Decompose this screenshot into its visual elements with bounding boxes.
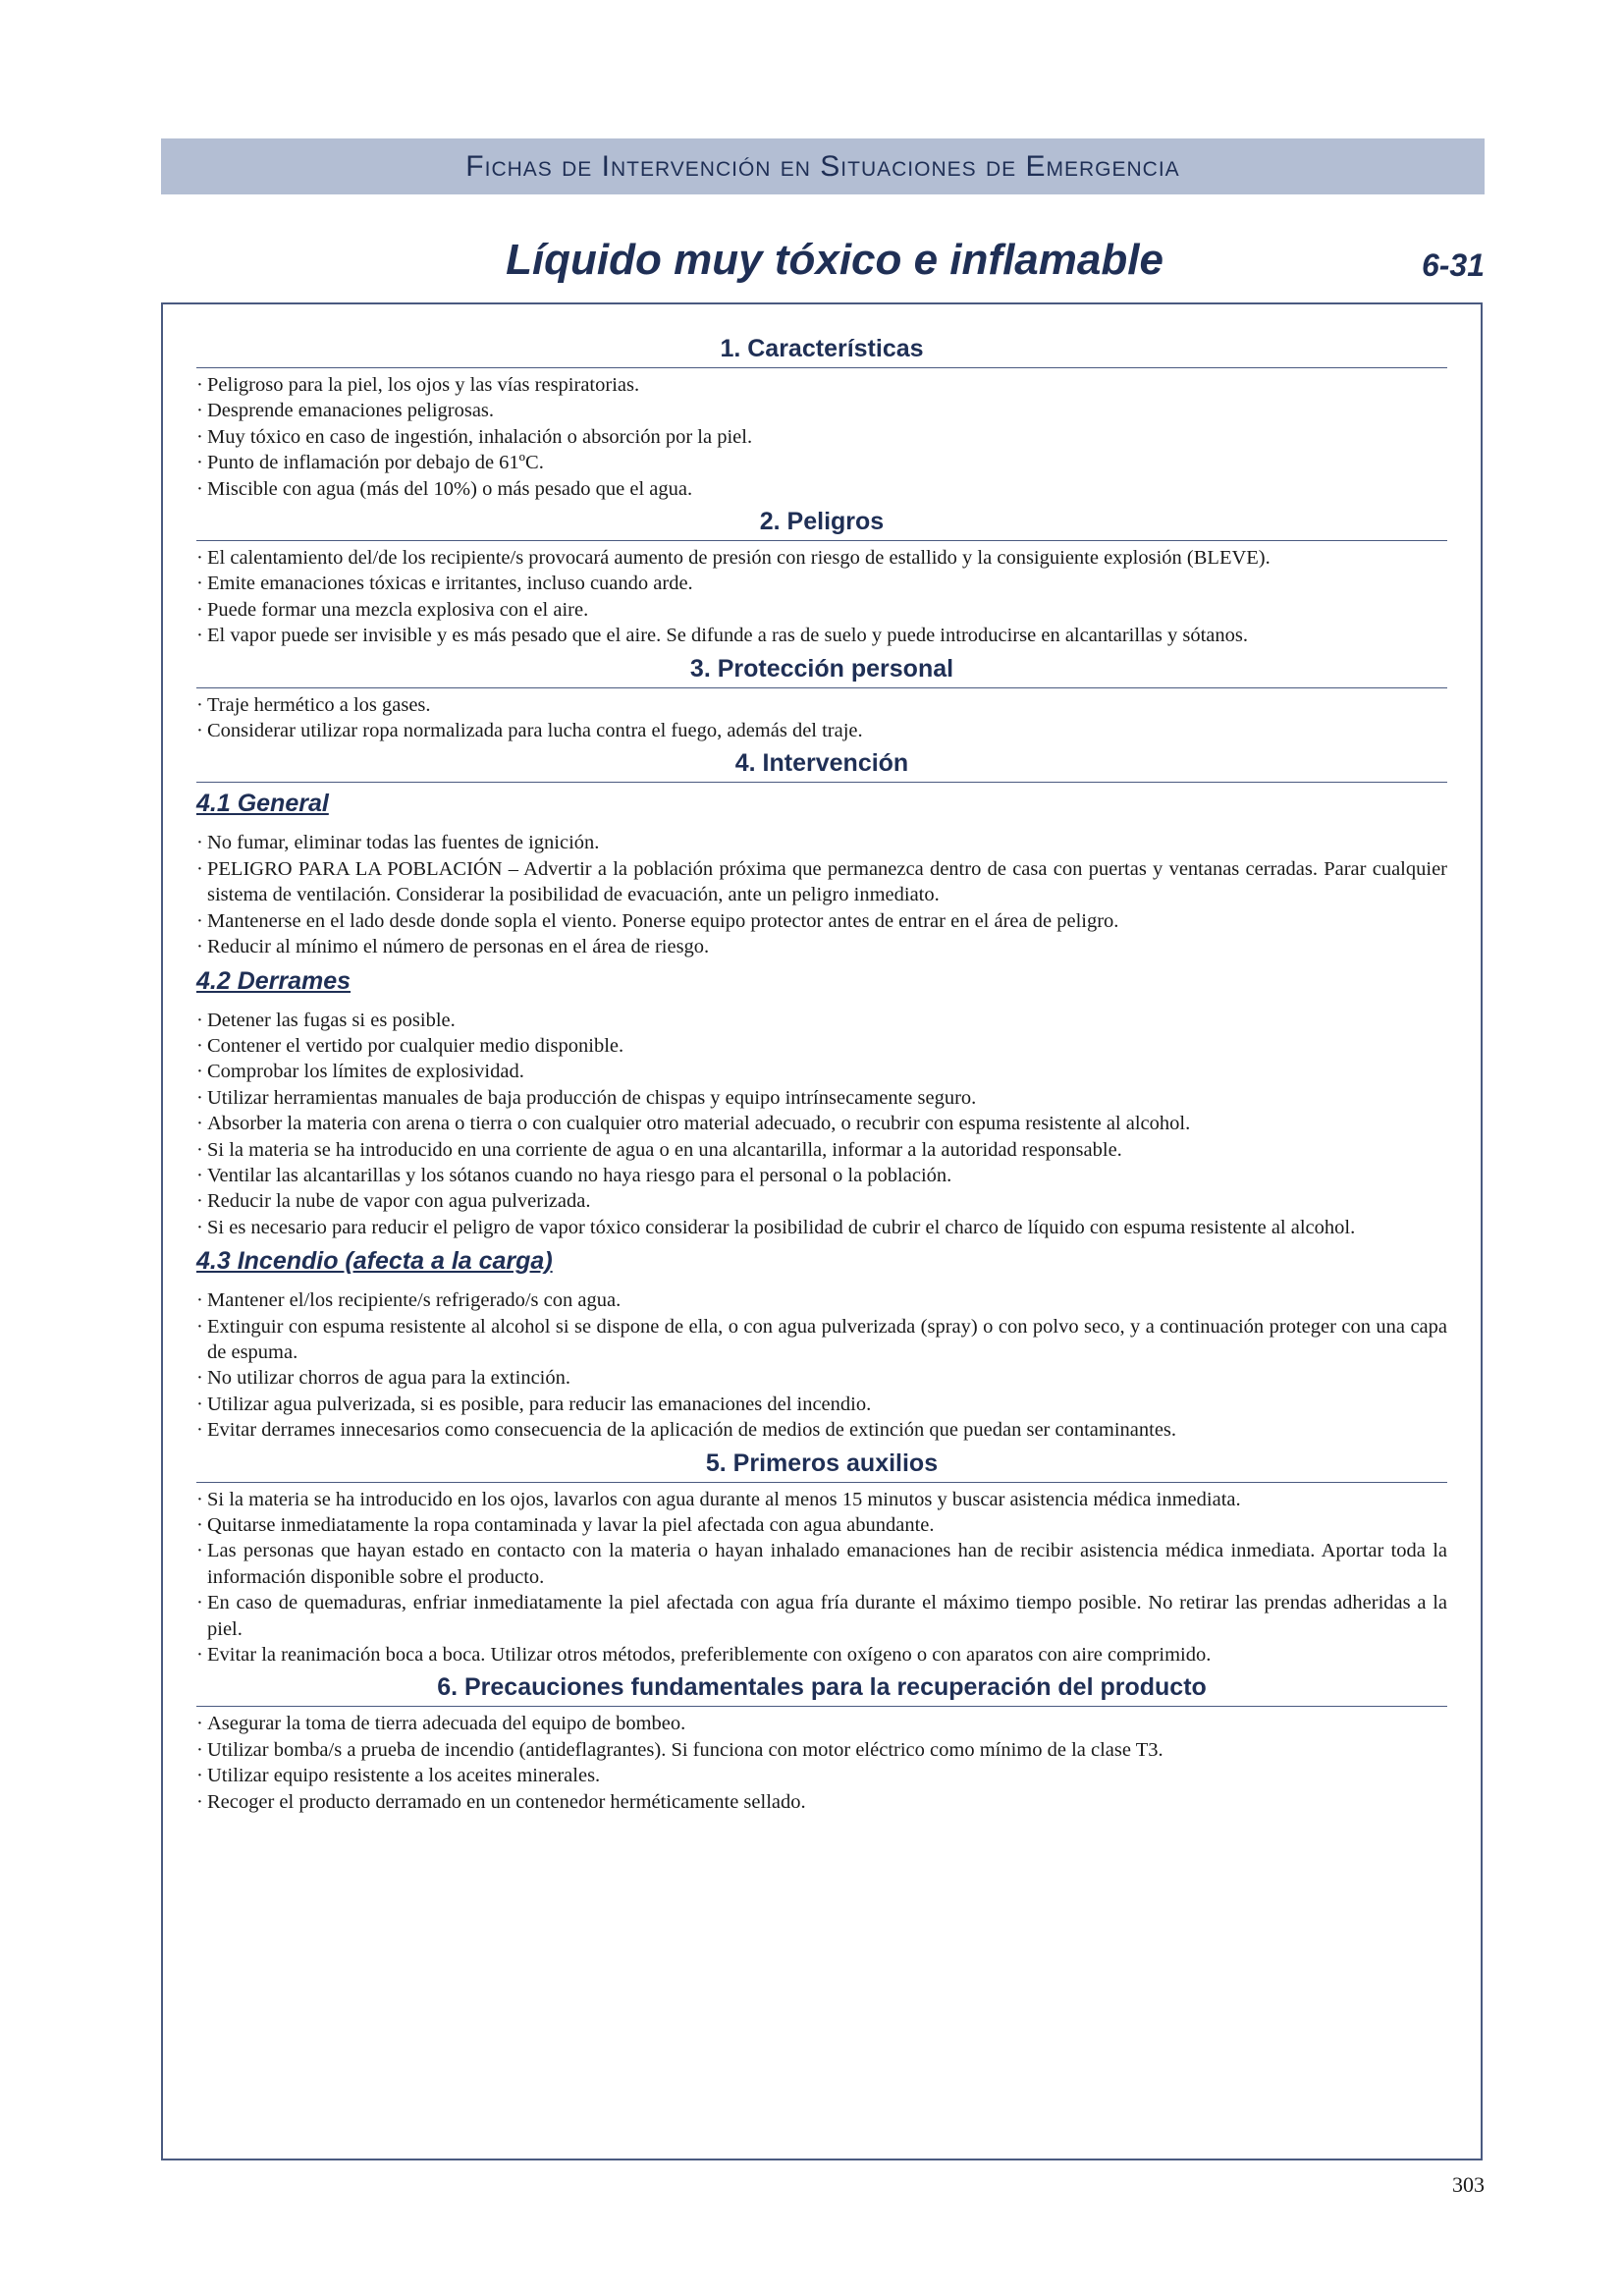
list-item: · Utilizar agua pulverizada, si es posible, para reducir las emanaciones del incendio.: [196, 1392, 1447, 1417]
subsection-title: 4.3 Incendio (afecta a la carga): [196, 1247, 553, 1276]
subsection-4-2: [196, 966, 1447, 1241]
subsection-4-1: [196, 789, 1447, 959]
section-title: 6. Precauciones fundamentales para la recuperación del producto: [196, 1672, 1447, 1707]
subsection-title: 4.1 General: [196, 790, 329, 818]
section-6: [196, 1672, 1447, 1815]
list-item: · Utilizar herramientas manuales de baja producción de chispas y equipo intrínsecamente seguro.: [196, 1085, 1447, 1111]
section-4: [196, 748, 1447, 1443]
section-6-list: [196, 1711, 1447, 1815]
list-item: · Miscible con agua (más del 10%) o más pesado que el agua.: [196, 476, 1447, 502]
section-title: 5. Primeros auxilios: [196, 1449, 1447, 1483]
header-banner-text: Fichas de Intervención en Situaciones de Emergencia: [465, 149, 1180, 183]
list-item: · Asegurar la toma de tierra adecuada del equipo de bombeo.: [196, 1711, 1447, 1736]
list-item: · Peligroso para la piel, los ojos y las vías respiratorias.: [196, 372, 1447, 398]
list-item: · No utilizar chorros de agua para la extinción.: [196, 1365, 1447, 1391]
section-1-list: [196, 372, 1447, 502]
section-5: [196, 1449, 1447, 1668]
section-title: 4. Intervención: [196, 748, 1447, 783]
section-3-list: [196, 692, 1447, 744]
list-item: · Muy tóxico en caso de ingestión, inhalación o absorción por la piel.: [196, 424, 1447, 450]
list-item: · Absorber la materia con arena o tierra o con cualquier otro material adecuado, o recubrir con espuma resistente al alcohol.: [196, 1111, 1447, 1136]
list-item: · Quitarse inmediatamente la ropa contaminada y lavar la piel afectada con agua abundante.: [196, 1512, 1447, 1538]
list-item: · En caso de quemaduras, enfriar inmediatamente la piel afectada con agua fría durante el máximo tiempo posible. No retirar las prendas adheridas a la piel.: [196, 1590, 1447, 1642]
list-item: · Mantenerse en el lado desde donde sopla el viento. Ponerse equipo protector antes de entrar en el área de peligro.: [196, 908, 1447, 934]
list-item: · Las personas que hayan estado en contacto con la materia o hayan inhalado emanaciones han de recibir asistencia médica inmediata. Aportar toda la información disponible sobre el producto.: [196, 1538, 1447, 1590]
list-item: · Evitar la reanimación boca a boca. Utilizar otros métodos, preferiblemente con oxígeno o con aparatos con aire comprimido.: [196, 1642, 1447, 1667]
document-body: [196, 334, 1447, 1820]
list-item: · Detener las fugas si es posible.: [196, 1008, 1447, 1033]
list-item: · Punto de inflamación por debajo de 61ºC.: [196, 450, 1447, 475]
list-item: · Evitar derrames innecesarios como consecuencia de la aplicación de medios de extinción que puedan ser contaminantes.: [196, 1417, 1447, 1443]
list-item: · Considerar utilizar ropa normalizada para lucha contra el fuego, además del traje.: [196, 718, 1447, 743]
section-title: 1. Características: [196, 334, 1447, 368]
document-number: 6-31: [1421, 247, 1485, 283]
section-2-list: [196, 545, 1447, 649]
list-item: · Puede formar una mezcla explosiva con el aire.: [196, 597, 1447, 623]
document-title: Líquido muy tóxico e inflamable: [506, 236, 1163, 284]
subsection-4-2-list: [196, 1008, 1447, 1241]
list-item: · Si es necesario para reducir el peligro de vapor tóxico considerar la posibilidad de cubrir el charco de líquido con espuma resistente al alcohol.: [196, 1215, 1447, 1240]
subsection-4-3-list: [196, 1287, 1447, 1443]
list-item: · PELIGRO PARA LA POBLACIÓN – Advertir a la población próxima que permanezca dentro de casa con puertas y ventanas cerradas. Parar cualquier sistema de ventilación. Considerar la posibilidad de evacuación, ante un peligro inmediato.: [196, 856, 1447, 908]
list-item: · El vapor puede ser invisible y es más pesado que el aire. Se difunde a ras de suelo y puede introducirse en alcantarillas y sótanos.: [196, 623, 1447, 648]
list-item: · Desprende emanaciones peligrosas.: [196, 398, 1447, 423]
list-item: · El calentamiento del/de los recipiente/s provocará aumento de presión con riesgo de estallido y la consiguiente explosión (BLEVE).: [196, 545, 1447, 571]
section-5-list: [196, 1487, 1447, 1668]
list-item: · No fumar, eliminar todas las fuentes de ignición.: [196, 830, 1447, 855]
header-banner: [161, 138, 1485, 194]
list-item: · Comprobar los límites de explosividad.: [196, 1059, 1447, 1084]
subsection-4-3: [196, 1246, 1447, 1443]
list-item: · Emite emanaciones tóxicas e irritantes, incluso cuando arde.: [196, 571, 1447, 596]
list-item: · Si la materia se ha introducido en los ojos, lavarlos con agua durante al menos 15 minutos y buscar asistencia médica inmediata.: [196, 1487, 1447, 1512]
list-item: · Utilizar bomba/s a prueba de incendio (antideflagrantes). Si funciona con motor eléctrico como mínimo de la clase T3.: [196, 1737, 1447, 1763]
section-title: 2. Peligros: [196, 507, 1447, 541]
list-item: · Contener el vertido por cualquier medio disponible.: [196, 1033, 1447, 1059]
list-item: · Recoger el producto derramado en un contenedor herméticamente sellado.: [196, 1789, 1447, 1815]
section-2: [196, 507, 1447, 649]
list-item: · Reducir al mínimo el número de personas en el área de riesgo.: [196, 934, 1447, 959]
subsection-title: 4.2 Derrames: [196, 966, 352, 995]
list-item: · Si la materia se ha introducido en una corriente de agua o en una alcantarilla, informar a la autoridad responsable.: [196, 1137, 1447, 1163]
subsection-4-1-list: [196, 830, 1447, 959]
page-number: 303: [1452, 2172, 1485, 2197]
list-item: · Reducir la nube de vapor con agua pulverizada.: [196, 1188, 1447, 1214]
list-item: · Ventilar las alcantarillas y los sótanos cuando no haya riesgo para el personal o la población.: [196, 1163, 1447, 1188]
list-item: · Extinguir con espuma resistente al alcohol si se dispone de ella, o con agua pulverizada (spray) o con polvo seco, y a continuación proteger con una capa de espuma.: [196, 1314, 1447, 1366]
list-item: · Mantener el/los recipiente/s refrigerado/s con agua.: [196, 1287, 1447, 1313]
section-1: [196, 334, 1447, 502]
section-3: [196, 654, 1447, 744]
list-item: · Utilizar equipo resistente a los aceites minerales.: [196, 1763, 1447, 1788]
list-item: · Traje hermético a los gases.: [196, 692, 1447, 718]
section-title: 3. Protección personal: [196, 654, 1447, 688]
